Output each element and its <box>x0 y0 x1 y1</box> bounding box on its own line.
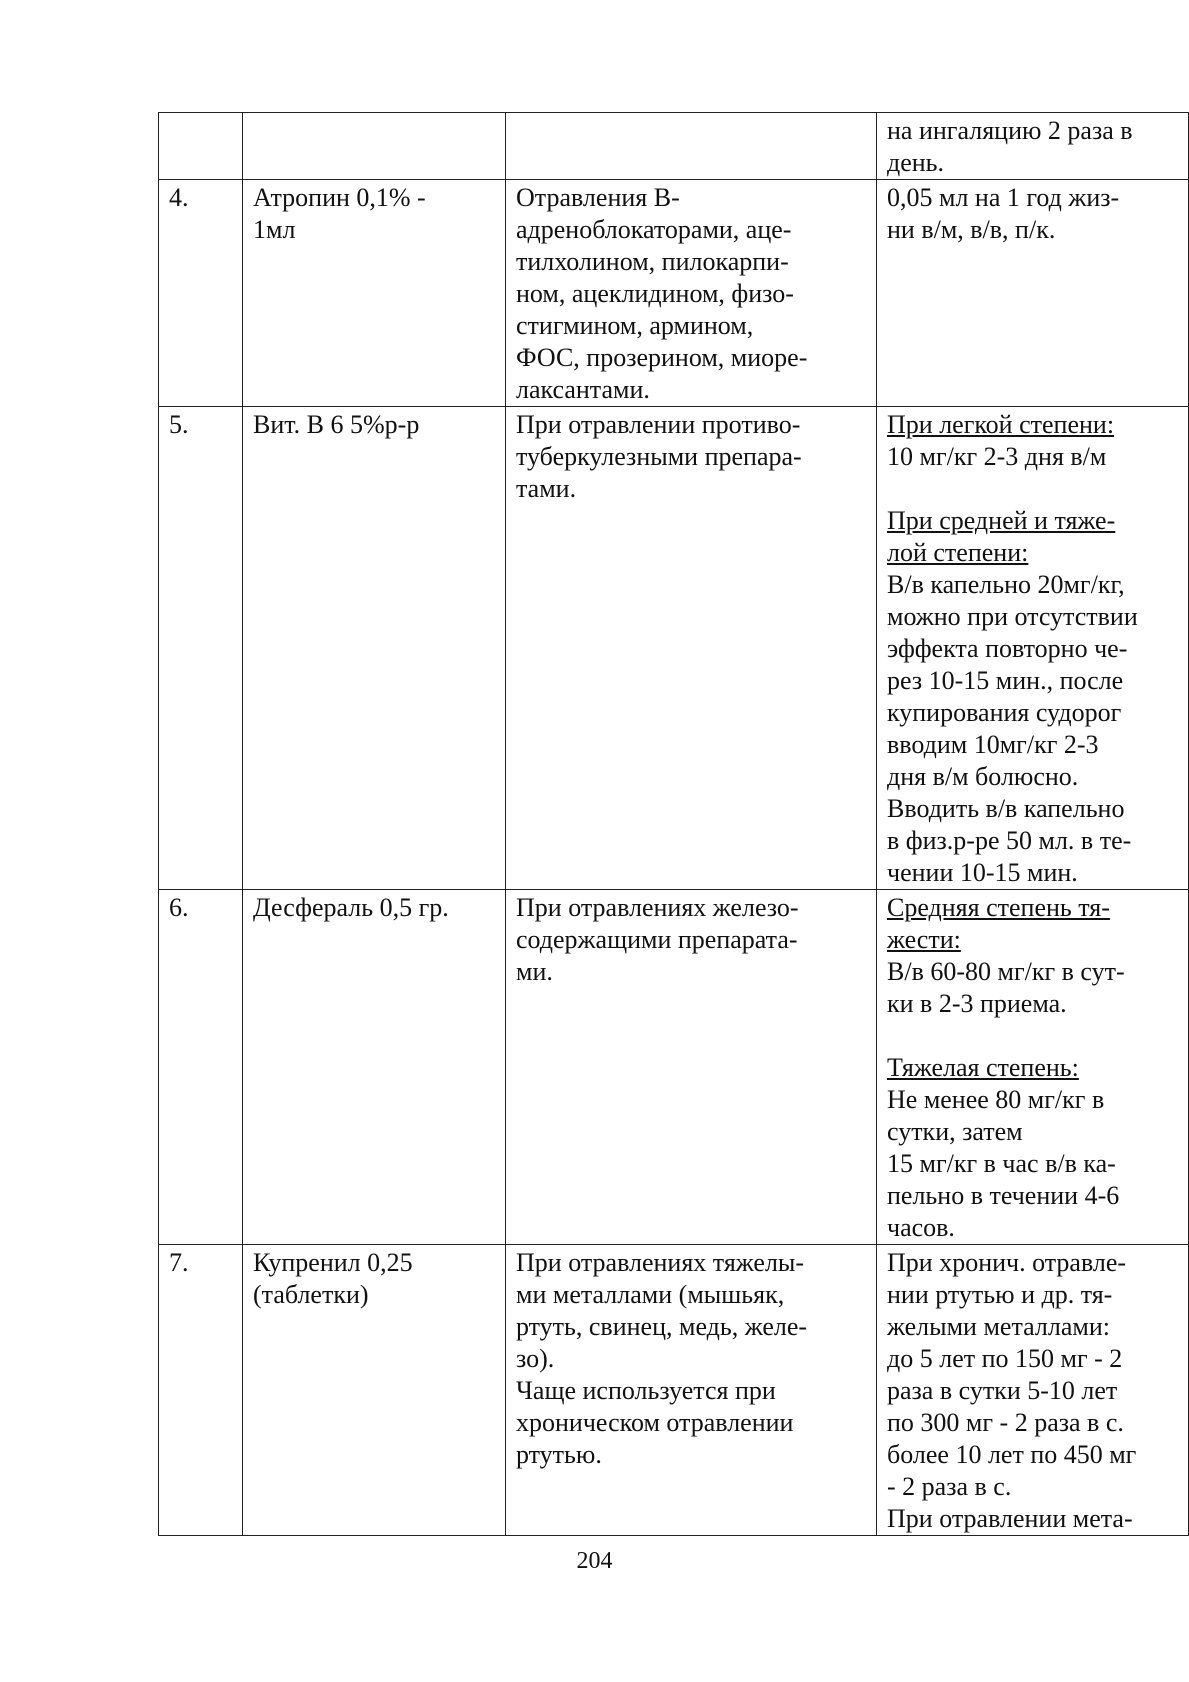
dosage-line: более 10 лет по 450 мг <box>887 1440 1137 1469</box>
dosage-heading: При средней и тяже- <box>887 506 1116 535</box>
dosage-line: можно при отсутствии <box>887 602 1138 631</box>
dosage-line: купирования судорог <box>887 698 1122 727</box>
row-number-cell <box>159 180 243 407</box>
dosage-cell <box>877 113 1189 180</box>
indication-line: При отравлениях железо- <box>516 893 799 922</box>
table-row <box>159 180 1189 407</box>
dosage-line: вводим 10мг/кг 2-3 <box>887 730 1099 759</box>
dosage-line: Не менее 80 мг/кг в <box>887 1085 1105 1114</box>
indication-line: содержащими препарата- <box>516 925 798 954</box>
dosage-line: по 300 мг - 2 раза в с. <box>887 1408 1124 1437</box>
row-number: 6. <box>169 893 189 922</box>
dosage-line: часов. <box>887 1213 955 1242</box>
dosage-line: сутки, затем <box>887 1117 1023 1146</box>
drug-name-cell <box>243 407 506 890</box>
row-number-cell <box>159 1245 243 1536</box>
indication-line: Отравления В- <box>516 183 680 212</box>
dosage-cell <box>877 1245 1189 1536</box>
dosage-cell <box>877 407 1189 890</box>
dosage-line: чении 10-15 мин. <box>887 858 1078 887</box>
dosage-line: Вводить в/в капельно <box>887 794 1125 823</box>
dosage-line: до 5 лет по 150 мг - 2 <box>887 1344 1123 1373</box>
indication-line: хроническом отравлении <box>516 1408 794 1437</box>
dosage-heading: Средняя степень тя- <box>887 893 1110 922</box>
dosage-line: раза в сутки 5-10 лет <box>887 1376 1118 1405</box>
drug-name-cell <box>243 1245 506 1536</box>
dosage-line: желыми металлами: <box>887 1312 1110 1341</box>
indication-line: ми металлами (мышьяк, <box>516 1280 785 1309</box>
dosage-line: пельно в течении 4-6 <box>887 1181 1120 1210</box>
indication-line: ртуть, свинец, медь, желе- <box>516 1312 808 1341</box>
drug-table <box>158 112 1189 1536</box>
table-row <box>159 1245 1189 1536</box>
dosage-line: ки в 2-3 приема. <box>887 989 1067 1018</box>
indication-cell <box>506 890 877 1245</box>
dosage-line: - 2 раза в с. <box>887 1472 1012 1501</box>
drug-name-line: Вит. В 6 5%р-р <box>253 410 420 439</box>
drug-name-line: Купренил 0,25 <box>253 1248 413 1277</box>
row-number: 5. <box>169 410 189 439</box>
indication-cell <box>506 180 877 407</box>
dosage-line: нии ртутью и др. тя- <box>887 1280 1113 1309</box>
indication-cell <box>506 113 877 180</box>
dosage-line: 0,05 мл на 1 год жиз- <box>887 183 1120 212</box>
dosage-line: на ингаляцию 2 раза в <box>887 116 1133 145</box>
dosage-cell <box>877 890 1189 1245</box>
row-number-cell <box>159 113 243 180</box>
drug-name-line: Десфераль 0,5 гр. <box>253 893 449 922</box>
dosage-line: день. <box>887 148 945 177</box>
indication-line: зо). <box>516 1344 555 1373</box>
indication-cell <box>506 1245 877 1536</box>
indication-line: При отравлениях тяжелы- <box>516 1248 805 1277</box>
table-row <box>159 113 1189 180</box>
dosage-cell <box>877 180 1189 407</box>
row-number-cell <box>159 890 243 1245</box>
drug-name-line: (таблетки) <box>253 1280 369 1309</box>
dosage-line: 10 мг/кг 2-3 дня в/м <box>887 442 1107 471</box>
dosage-line: рез 10-15 мин., после <box>887 666 1124 695</box>
drug-name-cell <box>243 180 506 407</box>
dosage-line: ни в/м, в/в, п/к. <box>887 215 1056 244</box>
table-row <box>159 890 1189 1245</box>
indication-line: адреноблокаторами, аце- <box>516 215 792 244</box>
drug-name-line: 1мл <box>253 215 296 244</box>
dosage-heading: Тяжелая степень: <box>887 1053 1079 1082</box>
indication-line: тами. <box>516 474 577 503</box>
indication-line: ртутью. <box>516 1440 602 1469</box>
dosage-line: дня в/м болюсно. <box>887 762 1079 791</box>
indication-line: При отравлении противо- <box>516 410 801 439</box>
indication-line: стигмином, армином, <box>516 311 754 340</box>
drug-name-cell <box>243 113 506 180</box>
drug-name-cell <box>243 890 506 1245</box>
dosage-line: При отравлении мета- <box>887 1504 1133 1533</box>
row-number: 4. <box>169 183 189 212</box>
indication-line: лаксантами. <box>516 375 650 404</box>
indication-line: тилхолином, пилокарпи- <box>516 247 789 276</box>
table-row <box>159 407 1189 890</box>
row-number: 7. <box>169 1248 189 1277</box>
indication-line: Чаще используется при <box>516 1376 776 1405</box>
indication-line: ном, ацеклидином, физо- <box>516 279 794 308</box>
indication-line: ми. <box>516 957 553 986</box>
dosage-heading: При легкой степени: <box>887 410 1115 439</box>
dosage-line: При хронич. отравле- <box>887 1248 1127 1277</box>
dosage-line: 15 мг/кг в час в/в ка- <box>887 1149 1116 1178</box>
dosage-spacer <box>887 1020 1180 1052</box>
dosage-line: эффекта повторно че- <box>887 634 1128 663</box>
dosage-heading: жести: <box>887 925 961 954</box>
dosage-spacer <box>887 473 1180 505</box>
indication-line: туберкулезными препара- <box>516 442 802 471</box>
dosage-line: В/в 60-80 мг/кг в сут- <box>887 957 1125 986</box>
drug-name-line: Атропин 0,1% - <box>253 183 426 212</box>
indication-cell <box>506 407 877 890</box>
dosage-line: В/в капельно 20мг/кг, <box>887 570 1125 599</box>
dosage-heading: лой степени: <box>887 538 1029 567</box>
row-number-cell <box>159 407 243 890</box>
indication-line: ФОС, прозерином, миоре- <box>516 343 808 372</box>
dosage-line: в физ.р-ре 50 мл. в те- <box>887 826 1132 855</box>
page-number: 204 <box>576 1548 613 1574</box>
